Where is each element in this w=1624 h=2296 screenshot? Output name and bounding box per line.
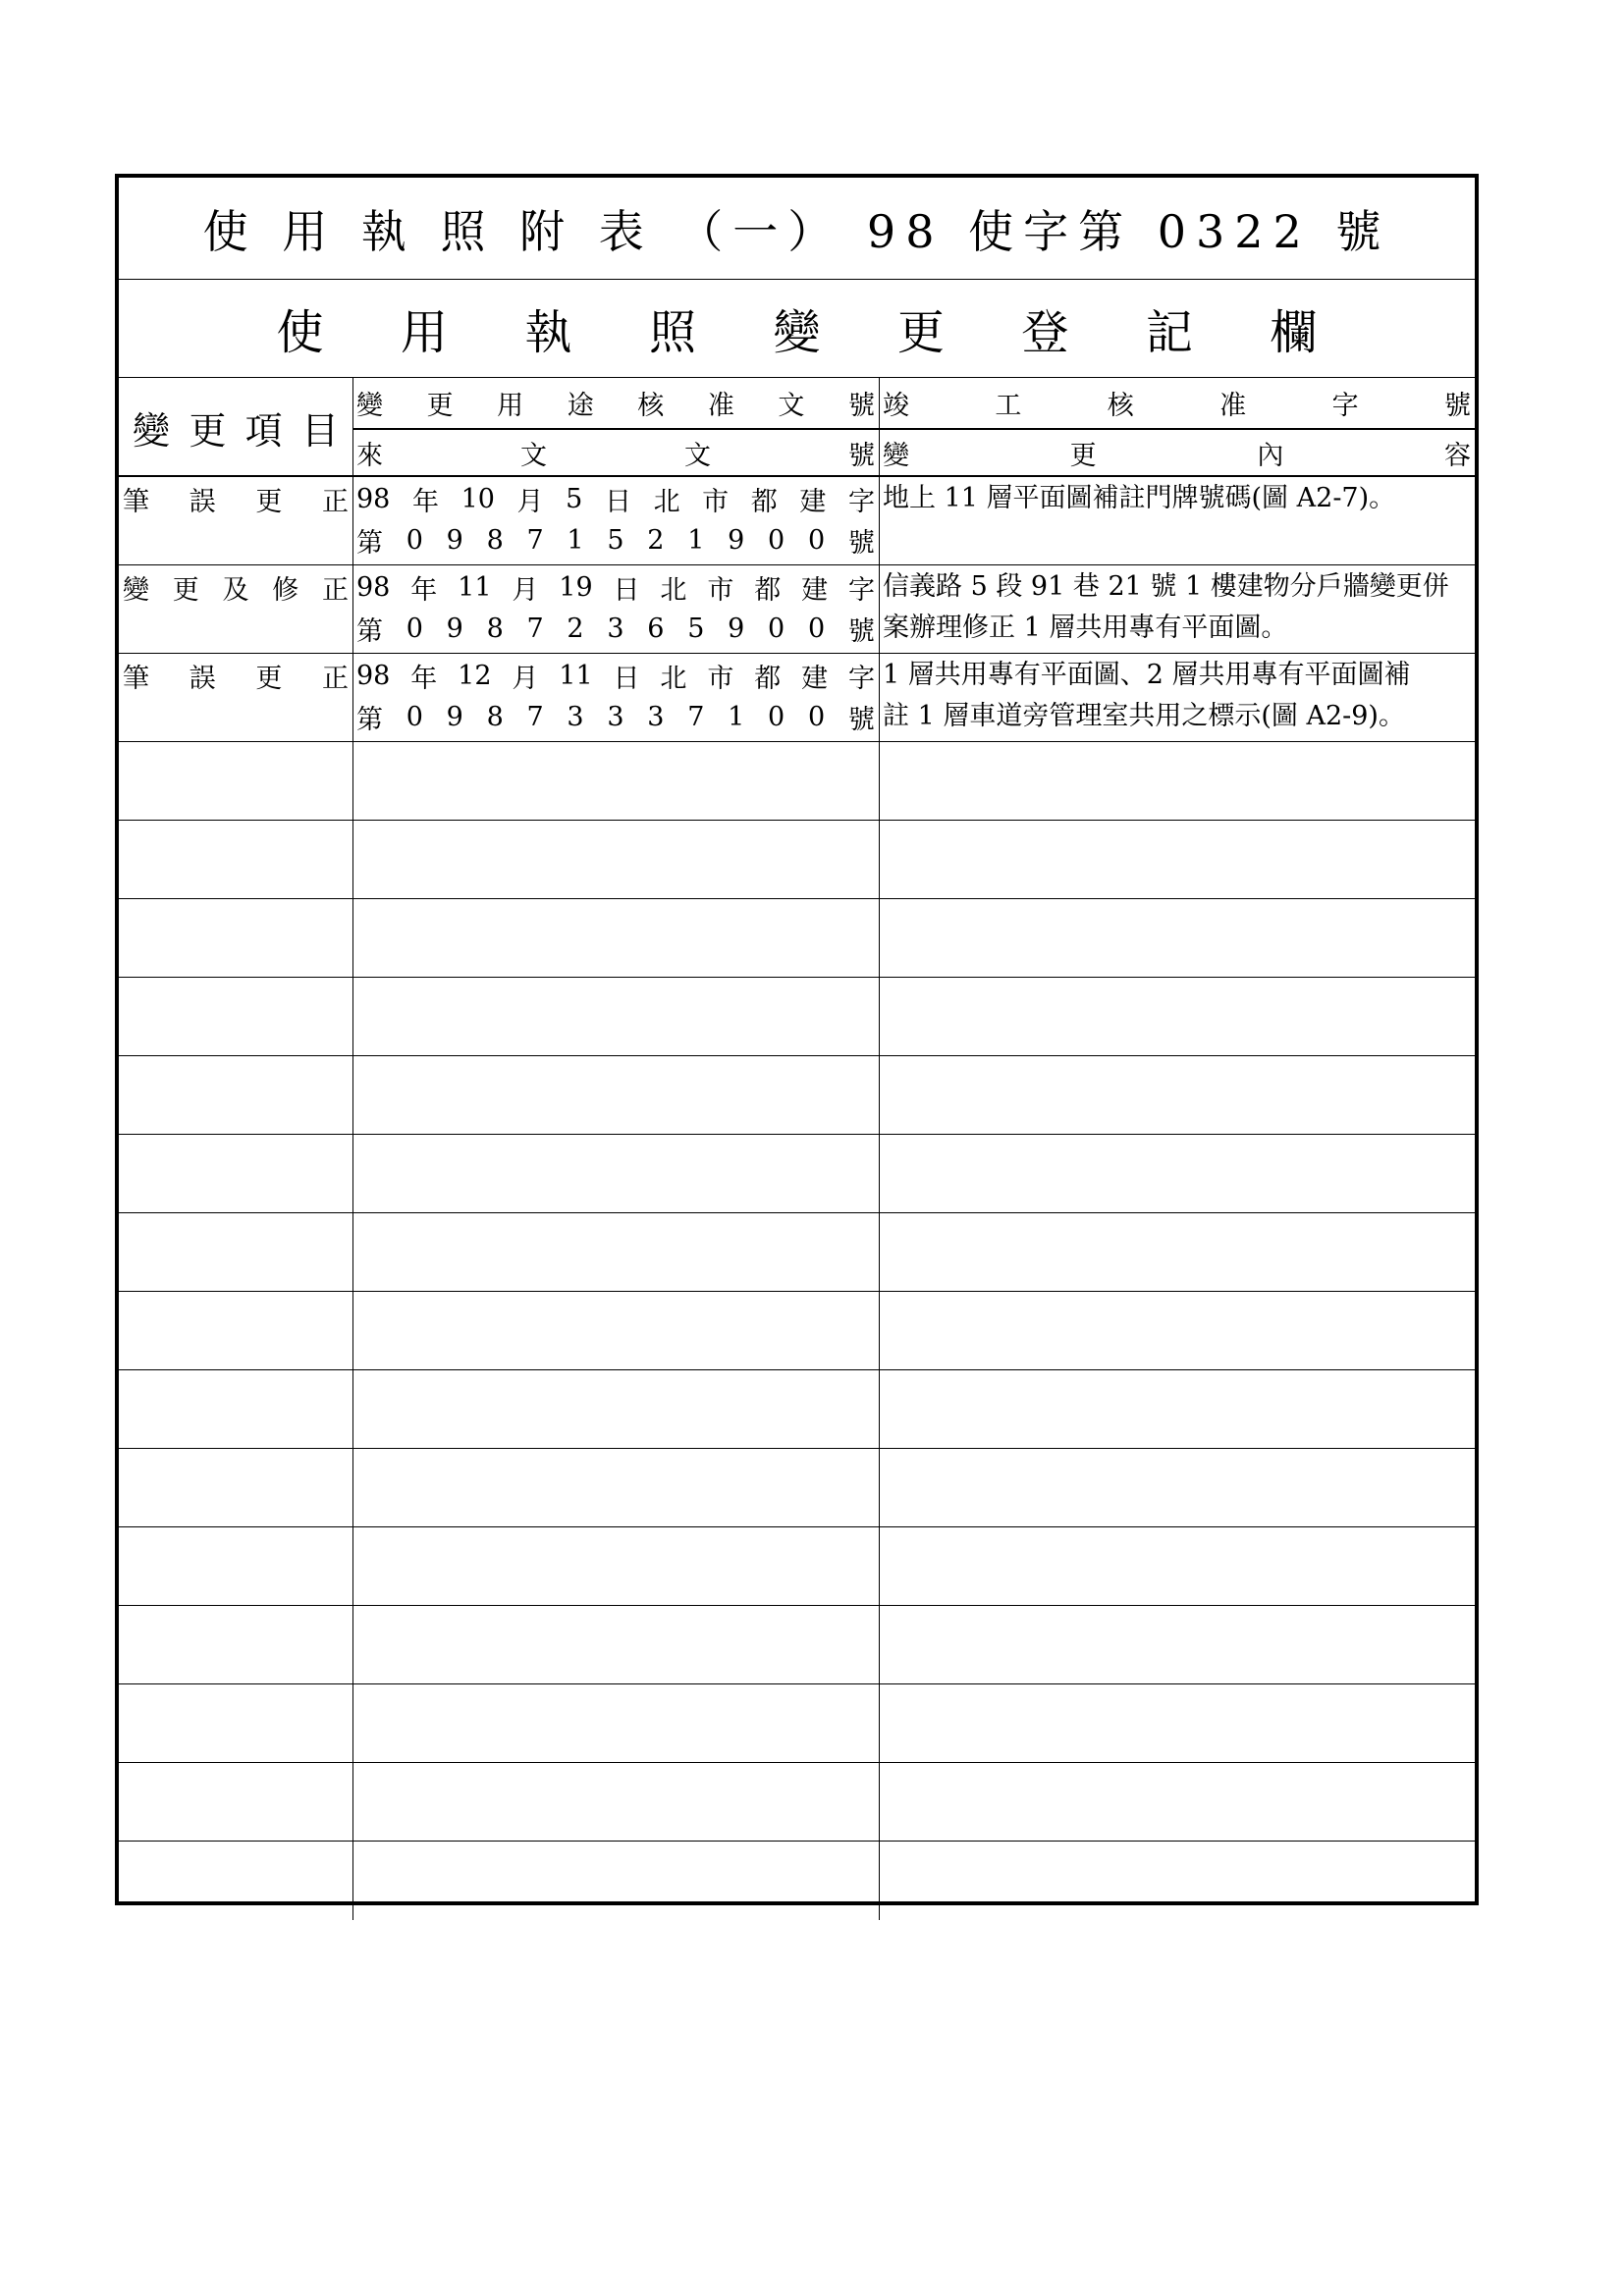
subtitle-char: 記 [1145, 305, 1193, 360]
doc-number-token: 9 [446, 701, 463, 732]
doc-number-token: 9 [728, 524, 745, 556]
empty-table-row [119, 1449, 1475, 1527]
doc-number-token: 市 [702, 486, 730, 517]
doc-number-token: 號 [847, 527, 875, 559]
header-char: 內 [1257, 441, 1284, 471]
doc-number-token: 2 [647, 524, 665, 556]
doc-number-token: 都 [750, 486, 778, 517]
header-char: 目 [300, 409, 339, 453]
table-row [119, 477, 1475, 565]
doc-number-token: 7 [526, 613, 544, 644]
change-item-char: 更 [172, 574, 199, 606]
doc-number-token: 3 [607, 701, 624, 732]
change-item [119, 656, 352, 695]
doc-number-line [352, 656, 879, 695]
change-content-line: 1 層共用專有平面圖、2 層共用專有平面圖補 [883, 660, 1411, 690]
doc-number-token: 市 [707, 663, 734, 694]
header-char: 文 [684, 441, 711, 471]
empty-table-row [119, 1370, 1475, 1449]
doc-number-token: 字 [848, 486, 875, 517]
doc-number-token: 98 [356, 660, 391, 691]
doc-number-token: 6 [647, 613, 665, 644]
subtitle-char: 使 [276, 305, 324, 360]
change-item [119, 567, 352, 607]
change-content-line: 地上 11 層平面圖補註門牌號碼(圖 A2-7)。 [883, 483, 1396, 513]
doc-number-token: 5 [687, 613, 705, 644]
doc-number-line [352, 567, 879, 607]
doc-number-token: 7 [526, 701, 544, 732]
header-char: 容 [1443, 441, 1471, 471]
table-header [119, 378, 1475, 477]
doc-number-token: 3 [567, 701, 584, 732]
doc-number-token: 號 [847, 615, 875, 647]
header-completion-approval-no [879, 378, 1475, 429]
doc-number-token: 0 [768, 613, 785, 644]
header-char: 核 [637, 391, 665, 421]
doc-number-token: 5 [607, 524, 624, 556]
header-char: 准 [707, 391, 734, 421]
form-title: 使 用 執 照 附 表 （一） 98 使字第 0322 號 [119, 178, 1475, 280]
empty-table-row [119, 821, 1475, 899]
doc-number-token: 10 [460, 483, 495, 514]
change-registration-form [115, 174, 1479, 1905]
doc-number-token: 年 [411, 486, 439, 517]
header-char: 更 [189, 409, 227, 453]
doc-number-token: 建 [801, 574, 829, 606]
header-char: 變 [356, 391, 383, 421]
doc-number-token: 建 [801, 663, 829, 694]
empty-table-row [119, 1056, 1475, 1135]
doc-number-line [352, 609, 879, 648]
doc-number-token: 2 [567, 613, 584, 644]
doc-number-token: 98 [356, 483, 391, 514]
change-content-line: 信義路 5 段 91 巷 21 號 1 樓建物分戶牆變更併 [883, 571, 1449, 602]
empty-table-row [119, 1684, 1475, 1763]
doc-number-token: 98 [356, 571, 391, 603]
change-content-line: 註 1 層車道旁管理室共用之標示(圖 A2-9)。 [883, 701, 1405, 731]
doc-number-token: 0 [406, 613, 423, 644]
doc-number-token: 9 [446, 524, 463, 556]
header-char: 工 [995, 391, 1022, 421]
header-char: 來 [356, 441, 383, 471]
doc-number-token: 1 [728, 701, 745, 732]
empty-table-row [119, 1213, 1475, 1292]
table-row [119, 565, 1475, 654]
doc-number-token: 月 [516, 486, 544, 517]
doc-number-token: 12 [458, 660, 492, 691]
subtitle-char: 執 [524, 305, 572, 360]
header-char: 用 [497, 391, 524, 421]
doc-number-token: 北 [660, 574, 687, 606]
doc-number-token: 5 [566, 483, 583, 514]
header-char: 項 [244, 409, 283, 453]
header-char: 准 [1219, 391, 1247, 421]
header-char: 變 [883, 441, 909, 471]
header-char: 途 [567, 391, 594, 421]
doc-number-token: 0 [768, 524, 785, 556]
header-char: 號 [848, 441, 875, 471]
doc-number-token: 0 [807, 524, 826, 556]
doc-number-token: 7 [687, 701, 705, 732]
doc-number-token: 3 [607, 613, 624, 644]
header-char: 變 [133, 409, 171, 453]
subtitle-char: 用 [400, 305, 448, 360]
change-item-char: 正 [321, 663, 349, 694]
doc-number-line [352, 697, 879, 736]
header-char: 號 [1443, 391, 1471, 421]
empty-table-row [119, 1842, 1475, 1920]
change-item-char: 及 [222, 574, 249, 606]
doc-number-line [352, 479, 879, 518]
header-change-content [879, 429, 1475, 477]
header-char: 更 [426, 391, 454, 421]
doc-number-token: 北 [660, 663, 687, 694]
header-char: 號 [847, 391, 875, 421]
doc-number-token: 0 [406, 524, 423, 556]
change-content-line: 案辦理修正 1 層共用專有平面圖。 [883, 613, 1288, 643]
doc-number-token: 都 [754, 574, 782, 606]
empty-table-row [119, 1763, 1475, 1842]
empty-table-row [119, 742, 1475, 821]
doc-number-token: 1 [687, 524, 705, 556]
doc-number-token: 第 [356, 615, 383, 647]
doc-number-token: 字 [847, 663, 875, 694]
doc-number-token: 3 [647, 701, 665, 732]
change-item-char: 更 [255, 486, 283, 517]
header-change-item [119, 378, 352, 477]
subtitle-char: 登 [1021, 305, 1069, 360]
header-char: 文 [778, 391, 805, 421]
header-char: 更 [1069, 441, 1097, 471]
doc-number-token: 1 [567, 524, 584, 556]
doc-number-token: 市 [707, 574, 734, 606]
change-item-char: 誤 [189, 486, 216, 517]
doc-number-token: 0 [406, 701, 423, 732]
doc-number-line [352, 520, 879, 560]
doc-number-token: 建 [799, 486, 827, 517]
doc-number-token: 19 [559, 571, 593, 603]
doc-number-token: 0 [807, 613, 826, 644]
header-char: 文 [520, 441, 547, 471]
doc-number-token: 0 [768, 701, 785, 732]
change-item-char: 更 [255, 663, 283, 694]
change-item [119, 479, 352, 518]
header-char: 字 [1331, 391, 1359, 421]
empty-table-row [119, 899, 1475, 978]
doc-number-token: 月 [512, 663, 539, 694]
change-item-char: 誤 [189, 663, 216, 694]
table-row [119, 654, 1475, 742]
empty-table-row [119, 1135, 1475, 1213]
doc-number-token: 字 [847, 574, 875, 606]
doc-number-token: 0 [807, 701, 826, 732]
doc-number-token: 9 [728, 613, 745, 644]
doc-number-token: 年 [410, 663, 438, 694]
subtitle-char: 變 [773, 305, 821, 360]
doc-number-token: 日 [613, 663, 640, 694]
header-approval-doc-no [352, 378, 879, 429]
change-item-char: 筆 [123, 486, 149, 517]
doc-number-token: 11 [458, 571, 492, 603]
header-char: 核 [1107, 391, 1134, 421]
doc-number-token: 第 [356, 704, 383, 735]
doc-number-token: 日 [604, 486, 631, 517]
empty-table-row [119, 1606, 1475, 1684]
empty-table-row [119, 1527, 1475, 1606]
change-item-char: 變 [123, 574, 149, 606]
doc-number-token: 8 [486, 701, 504, 732]
doc-number-token: 月 [512, 574, 539, 606]
change-item-char: 正 [322, 574, 349, 606]
doc-number-token: 都 [754, 663, 782, 694]
empty-table-row [119, 1292, 1475, 1370]
header-char: 竣 [883, 391, 909, 421]
change-item-char: 筆 [123, 663, 149, 694]
subtitle-char: 欄 [1270, 305, 1318, 360]
change-item-char: 正 [321, 486, 349, 517]
doc-number-token: 9 [446, 613, 463, 644]
doc-number-token: 8 [486, 524, 504, 556]
header-incoming-doc-no [352, 429, 879, 477]
doc-number-token: 北 [653, 486, 680, 517]
form-subtitle [119, 280, 1475, 378]
doc-number-token: 第 [356, 527, 383, 559]
empty-table-row [119, 978, 1475, 1056]
change-item-char: 修 [272, 574, 299, 606]
doc-number-token: 11 [559, 660, 593, 691]
doc-number-token: 年 [410, 574, 438, 606]
subtitle-char: 照 [648, 305, 696, 360]
doc-number-token: 號 [847, 704, 875, 735]
subtitle-char: 更 [896, 305, 945, 360]
doc-number-token: 日 [613, 574, 640, 606]
doc-number-token: 7 [526, 524, 544, 556]
doc-number-token: 8 [486, 613, 504, 644]
